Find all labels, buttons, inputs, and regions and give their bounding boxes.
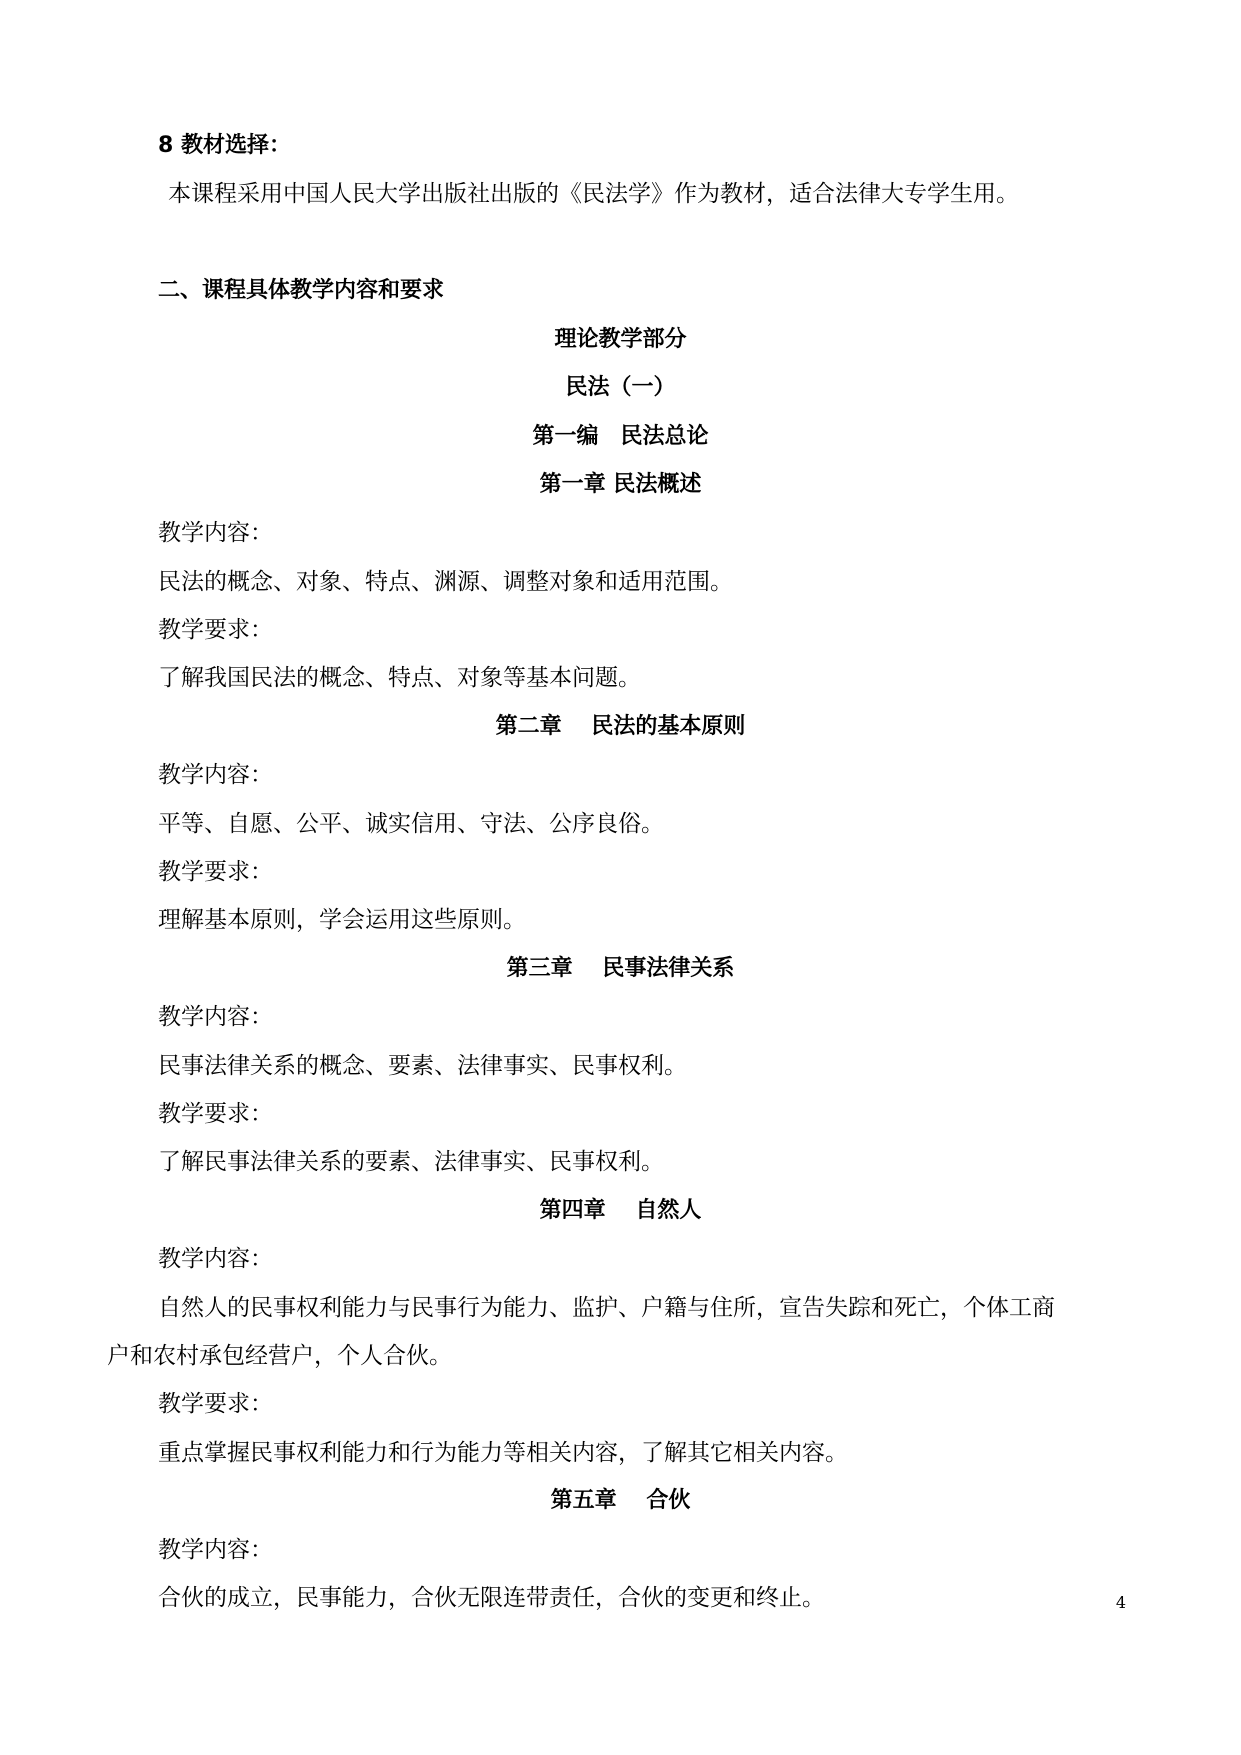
section-8-heading: 8 教材选择： — [158, 133, 291, 158]
chapter-2-content: 平等、自愿、公平、诚实信用、守法、公序良俗。 — [158, 811, 664, 837]
page-number: 4 — [1115, 1593, 1126, 1612]
section-8-text: 本课程采用中国人民大学出版社出版的《民法学》作为教材，适合法律大专学生用。 — [168, 181, 1019, 207]
chapter-4-content-label: 教学内容： — [158, 1246, 273, 1272]
chapter-3-title: 第三章 民事法律关系 — [506, 956, 735, 981]
chapter-4-content-line-2: 户和农村承包经营户，个人合伙。 — [107, 1343, 452, 1369]
chapter-1-requirement: 了解我国民法的概念、特点、对象等基本问题。 — [158, 665, 641, 691]
theory-heading: 理论教学部分 — [554, 327, 687, 352]
chapter-1-req-label: 教学要求： — [158, 617, 273, 643]
chapter-3-requirement: 了解民事法律关系的要素、法律事实、民事权利。 — [158, 1149, 664, 1175]
chapter-4-requirement: 重点掌握民事权利能力和行为能力等相关内容，了解其它相关内容。 — [158, 1440, 848, 1466]
chapter-1-content: 民法的概念、对象、特点、渊源、调整对象和适用范围。 — [158, 569, 733, 595]
chapter-4-title: 第四章 自然人 — [539, 1198, 702, 1223]
chapter-3-content-label: 教学内容： — [158, 1004, 273, 1030]
civil-law-heading: 民法（一） — [565, 375, 676, 400]
chapter-2-req-label: 教学要求： — [158, 859, 273, 885]
chapter-5-title: 第五章 合伙 — [550, 1488, 691, 1513]
chapter-2-content-label: 教学内容： — [158, 762, 273, 788]
chapter-1-content-label: 教学内容： — [158, 520, 273, 546]
chapter-4-content-line-1: 自然人的民事权利能力与民事行为能力、监护、户籍与住所，宣告失踪和死亡，个体工商 — [158, 1295, 1055, 1321]
chapter-5-content-label: 教学内容： — [158, 1537, 273, 1563]
part-2-heading: 二、课程具体教学内容和要求 — [158, 278, 445, 303]
chapter-5-content: 合伙的成立，民事能力，合伙无限连带责任，合伙的变更和终止。 — [158, 1585, 825, 1611]
volume-1-heading: 第一编 民法总论 — [532, 424, 709, 449]
chapter-1-title: 第一章 民法概述 — [539, 472, 702, 497]
chapter-3-req-label: 教学要求： — [158, 1101, 273, 1127]
chapter-2-requirement: 理解基本原则，学会运用这些原则。 — [158, 907, 526, 933]
chapter-4-req-label: 教学要求： — [158, 1391, 273, 1417]
chapter-3-content: 民事法律关系的概念、要素、法律事实、民事权利。 — [158, 1053, 687, 1079]
chapter-2-title: 第二章 民法的基本原则 — [495, 714, 746, 739]
